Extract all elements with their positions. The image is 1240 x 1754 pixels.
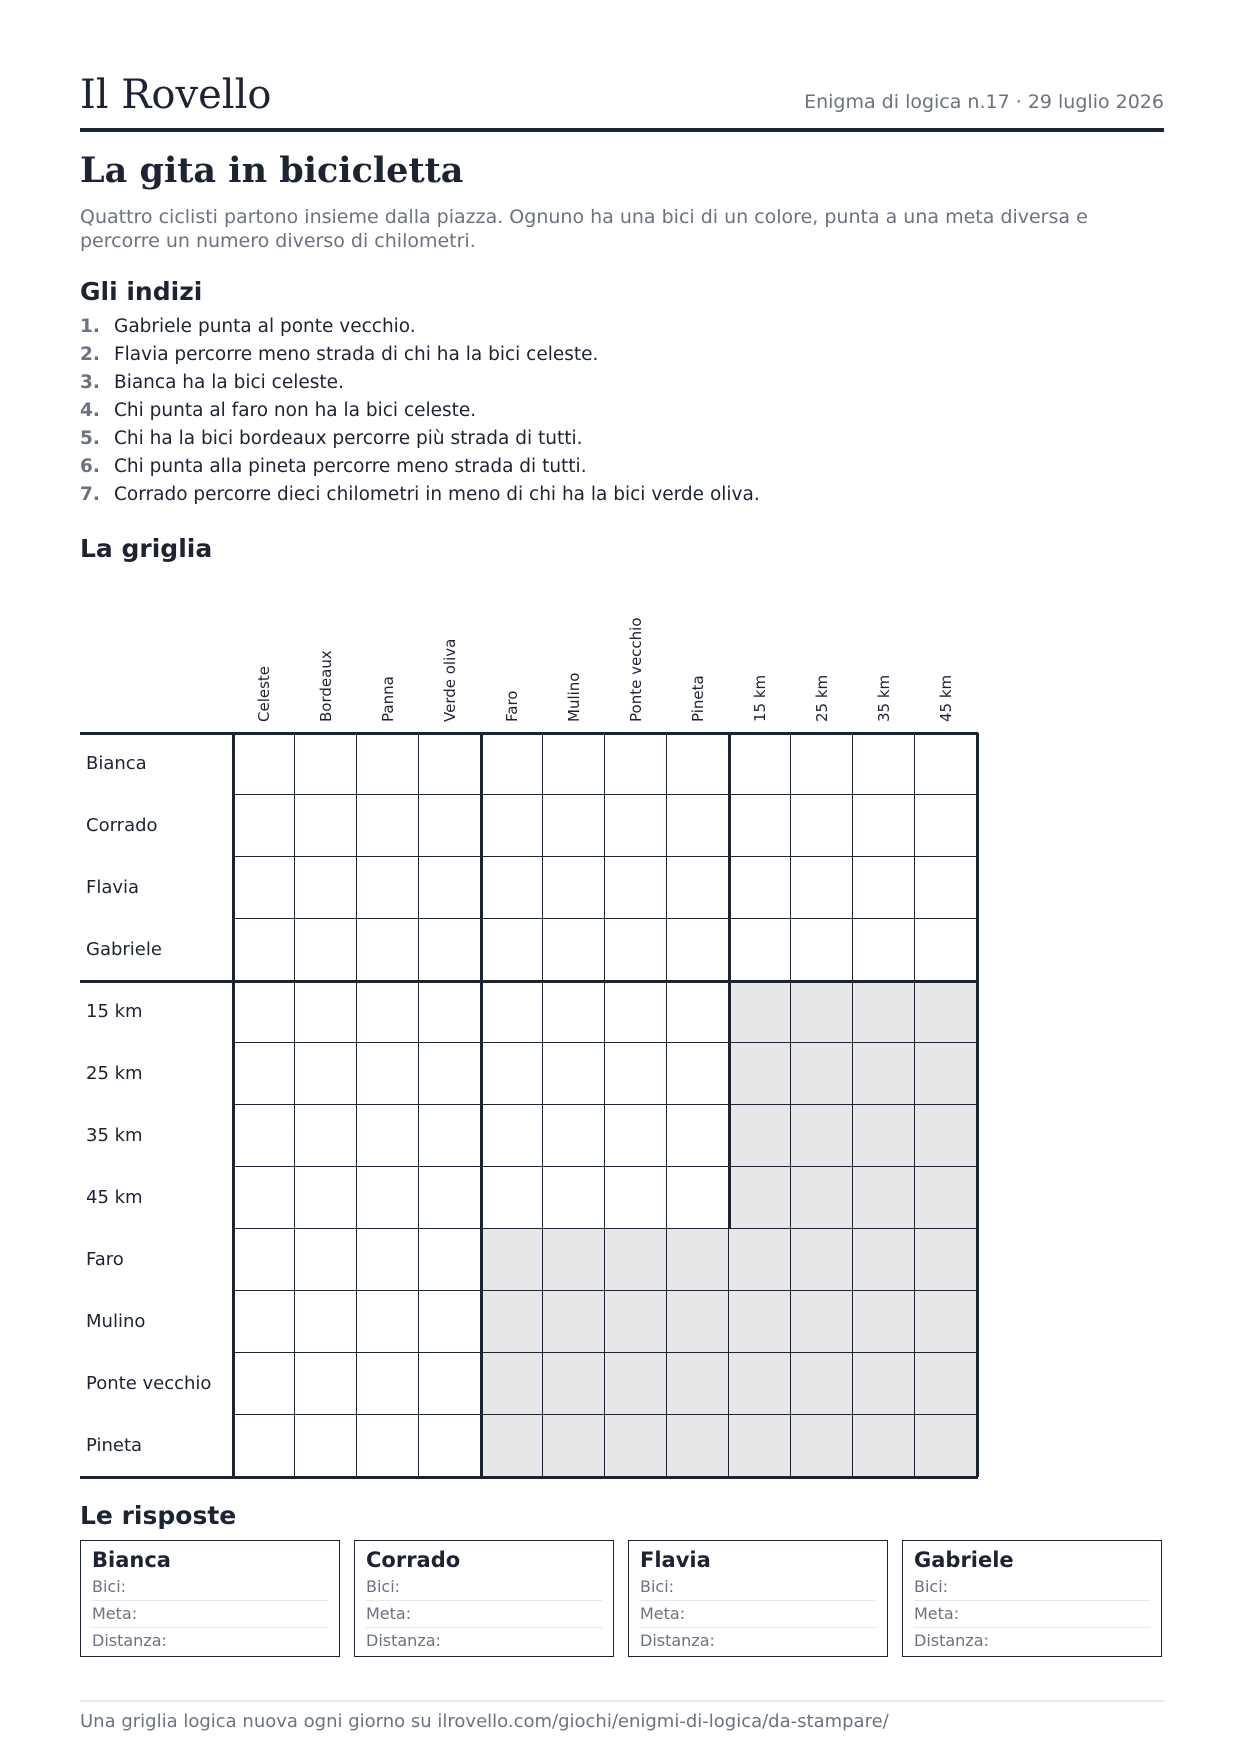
grid-heading: La griglia [80, 534, 213, 563]
clue-text: Gabriele punta al ponte vecchio. [114, 316, 416, 337]
distance-field[interactable]: Distanza: [366, 1631, 441, 1650]
destination-field[interactable]: Meta: [640, 1601, 876, 1628]
grid-cell[interactable] [729, 795, 791, 857]
grid-row-label: 15 km [86, 1001, 143, 1022]
grid-column-label: Bordeaux [317, 650, 335, 722]
distance-field[interactable]: Distanza: [914, 1631, 989, 1650]
grid-column-label: Verde oliva [441, 638, 459, 722]
grid-cell[interactable] [729, 857, 791, 919]
grid-cell[interactable] [419, 919, 481, 981]
grid-cell[interactable] [233, 795, 295, 857]
grid-column-label: Panna [379, 676, 397, 722]
grid-cell-blocked [915, 1291, 977, 1353]
clue-number: 3. [80, 372, 100, 393]
grid-cell-blocked [791, 1043, 853, 1105]
grid-cell[interactable] [667, 733, 729, 795]
grid-cell[interactable] [481, 857, 543, 919]
grid-column-label: 35 km [875, 674, 893, 722]
grid-cell[interactable] [605, 1167, 667, 1229]
grid-cell[interactable] [295, 857, 357, 919]
grid-cell[interactable] [791, 919, 853, 981]
grid-cell-blocked [791, 1353, 853, 1415]
grid-cell-blocked [729, 1353, 791, 1415]
grid-cell-blocked [481, 1291, 543, 1353]
grid-cell-blocked [605, 1353, 667, 1415]
clue-list [80, 313, 760, 509]
grid-cell-blocked [729, 1415, 791, 1477]
clue-number: 2. [80, 344, 100, 365]
grid-cell[interactable] [233, 1415, 295, 1477]
grid-cell[interactable] [233, 1291, 295, 1353]
grid-row-label: Ponte vecchio [86, 1373, 212, 1394]
grid-cell[interactable] [667, 1043, 729, 1105]
grid-cell[interactable] [233, 919, 295, 981]
answer-card [628, 1540, 888, 1657]
grid-cell-blocked [481, 1353, 543, 1415]
grid-cell-blocked [915, 1105, 977, 1167]
grid-cell[interactable] [791, 795, 853, 857]
grid-cell[interactable] [357, 795, 419, 857]
grid-cell[interactable] [481, 981, 543, 1043]
destination-field[interactable]: Meta: [914, 1601, 1150, 1628]
clue-text: Corrado percorre dieci chilometri in meno di chi ha la bici verde oliva. [114, 484, 760, 505]
clue-item [80, 397, 760, 425]
clue-number: 6. [80, 456, 100, 477]
grid-cell[interactable] [543, 1043, 605, 1105]
grid-cell-blocked [791, 1167, 853, 1229]
grid-cell[interactable] [295, 1291, 357, 1353]
grid-cell[interactable] [853, 857, 915, 919]
clue-text: Flavia percorre meno strada di chi ha la bici celeste. [114, 344, 599, 365]
grid-cell[interactable] [605, 981, 667, 1043]
grid-cell-blocked [853, 1291, 915, 1353]
grid-column-label: 15 km [751, 674, 769, 722]
grid-cell[interactable] [295, 1043, 357, 1105]
grid-cell-blocked [853, 1167, 915, 1229]
grid-cell[interactable] [419, 1167, 481, 1229]
grid-cell[interactable] [543, 1105, 605, 1167]
answer-name: Bianca [92, 1548, 171, 1572]
grid-row-label: Pineta [86, 1435, 143, 1456]
destination-field[interactable]: Meta: [366, 1601, 602, 1628]
bike-field[interactable]: Bici: [366, 1574, 602, 1601]
grid-cell-blocked [667, 1229, 729, 1291]
grid-cell[interactable] [295, 1167, 357, 1229]
grid-cell[interactable] [357, 1105, 419, 1167]
grid-cell[interactable] [419, 1043, 481, 1105]
grid-cell[interactable] [853, 919, 915, 981]
grid-row-label: 25 km [86, 1063, 143, 1084]
grid-cell[interactable] [419, 1415, 481, 1477]
edition-info: Enigma di logica n.17 · 29 luglio 2026 [804, 91, 1164, 113]
grid-cell[interactable] [233, 733, 295, 795]
grid-cell[interactable] [357, 1167, 419, 1229]
grid-cell[interactable] [543, 1167, 605, 1229]
puzzle-title: La gita in bicicletta [80, 150, 464, 191]
grid-cell[interactable] [233, 1043, 295, 1105]
grid-cell-blocked [605, 1229, 667, 1291]
grid-row-label: Bianca [86, 753, 147, 774]
grid-cell[interactable] [667, 919, 729, 981]
answer-card [902, 1540, 1162, 1657]
grid-cell[interactable] [233, 981, 295, 1043]
grid-cell[interactable] [295, 919, 357, 981]
grid-cell[interactable] [295, 981, 357, 1043]
grid-cell-blocked [915, 1167, 977, 1229]
grid-cell[interactable] [295, 795, 357, 857]
grid-cell[interactable] [295, 733, 357, 795]
grid-cell-blocked [481, 1229, 543, 1291]
grid-cell[interactable] [543, 981, 605, 1043]
grid-cell-blocked [791, 1229, 853, 1291]
grid-cell[interactable] [605, 1105, 667, 1167]
clue-item [80, 453, 760, 481]
grid-cell[interactable] [543, 733, 605, 795]
clues-heading: Gli indizi [80, 277, 203, 306]
grid-cell[interactable] [791, 857, 853, 919]
grid-cell-blocked [853, 1105, 915, 1167]
grid-cell[interactable] [419, 733, 481, 795]
grid-cell-blocked [667, 1291, 729, 1353]
grid-cell[interactable] [481, 1167, 543, 1229]
clue-number: 4. [80, 400, 100, 421]
clue-item [80, 481, 760, 509]
grid-cell-blocked [791, 1291, 853, 1353]
clue-number: 1. [80, 316, 100, 337]
grid-cell-blocked [543, 1229, 605, 1291]
grid-cell-blocked [605, 1291, 667, 1353]
clue-text: Chi ha la bici bordeaux percorre più strada di tutti. [114, 428, 583, 449]
grid-column-label: Celeste [255, 665, 273, 722]
grid-cell-blocked [543, 1415, 605, 1477]
grid-cell[interactable] [605, 795, 667, 857]
grid-cell[interactable] [357, 1229, 419, 1291]
grid-cell[interactable] [481, 795, 543, 857]
answer-card [80, 1540, 340, 1657]
brand-name: Il Rovello [80, 72, 272, 118]
grid-cell[interactable] [357, 1353, 419, 1415]
grid-cell[interactable] [419, 795, 481, 857]
clue-number: 7. [80, 484, 100, 505]
grid-row-label: Faro [86, 1249, 124, 1270]
grid-row-label: 35 km [86, 1125, 143, 1146]
grid-cell[interactable] [667, 1167, 729, 1229]
grid-cell[interactable] [357, 919, 419, 981]
grid-cell[interactable] [357, 981, 419, 1043]
clue-number: 5. [80, 428, 100, 449]
grid-cell[interactable] [233, 1353, 295, 1415]
grid-cell-blocked [853, 981, 915, 1043]
grid-cell[interactable] [915, 919, 977, 981]
grid-cell[interactable] [543, 795, 605, 857]
grid-cell[interactable] [481, 919, 543, 981]
grid-cell[interactable] [915, 733, 977, 795]
grid-cell-blocked [915, 1415, 977, 1477]
grid-cell[interactable] [481, 1105, 543, 1167]
grid-cell[interactable] [481, 733, 543, 795]
grid-cell[interactable] [481, 1043, 543, 1105]
grid-cell[interactable] [357, 1291, 419, 1353]
grid-cell[interactable] [419, 1353, 481, 1415]
footer-divider [80, 1700, 1164, 1702]
clue-text: Chi punta alla pineta percorre meno strada di tutti. [114, 456, 587, 477]
clue-item [80, 425, 760, 453]
answer-card [354, 1540, 614, 1657]
grid-cell-blocked [481, 1415, 543, 1477]
grid-row-label: Mulino [86, 1311, 146, 1332]
grid-cell-blocked [915, 981, 977, 1043]
grid-cell[interactable] [233, 1229, 295, 1291]
grid-cell-blocked [853, 1415, 915, 1477]
grid-cell[interactable] [915, 795, 977, 857]
masthead [80, 72, 1164, 132]
grid-cell-blocked [729, 1291, 791, 1353]
answer-name: Gabriele [914, 1548, 1014, 1572]
grid-cell[interactable] [419, 981, 481, 1043]
grid-cell[interactable] [729, 733, 791, 795]
grid-cell[interactable] [853, 795, 915, 857]
grid-cell-blocked [853, 1229, 915, 1291]
grid-cell[interactable] [233, 1105, 295, 1167]
answer-name: Corrado [366, 1548, 461, 1572]
grid-cell-blocked [729, 1229, 791, 1291]
clue-item [80, 313, 760, 341]
grid-cell[interactable] [605, 1043, 667, 1105]
grid-column-label: Faro [503, 690, 521, 722]
grid-column-label: 45 km [937, 674, 955, 722]
grid-cell-blocked [729, 1167, 791, 1229]
grid-cell[interactable] [295, 1229, 357, 1291]
grid-cell[interactable] [915, 857, 977, 919]
distance-field[interactable]: Distanza: [640, 1631, 715, 1650]
grid-cell[interactable] [543, 919, 605, 981]
grid-cell-blocked [853, 1043, 915, 1105]
grid-cell-blocked [667, 1353, 729, 1415]
grid-cell[interactable] [791, 733, 853, 795]
grid-cell-blocked [791, 981, 853, 1043]
grid-cell-blocked [729, 1105, 791, 1167]
grid-cell-blocked [853, 1353, 915, 1415]
grid-cell-blocked [605, 1415, 667, 1477]
destination-field[interactable]: Meta: [92, 1601, 328, 1628]
grid-cell[interactable] [295, 1353, 357, 1415]
grid-cell[interactable] [667, 795, 729, 857]
grid-cell[interactable] [419, 1291, 481, 1353]
grid-cell-blocked [915, 1353, 977, 1415]
grid-cell-blocked [915, 1043, 977, 1105]
clue-item [80, 341, 760, 369]
grid-cell[interactable] [295, 1415, 357, 1477]
grid-cell[interactable] [233, 1167, 295, 1229]
clue-text: Chi punta al faro non ha la bici celeste. [114, 400, 477, 421]
grid-cell-blocked [729, 1043, 791, 1105]
grid-cell[interactable] [419, 857, 481, 919]
grid-cell-blocked [729, 981, 791, 1043]
grid-cell[interactable] [667, 1105, 729, 1167]
grid-row-label: Flavia [86, 877, 140, 898]
answer-boxes [80, 1540, 1164, 1657]
grid-cell[interactable] [605, 733, 667, 795]
grid-column-label: Pineta [689, 675, 707, 722]
grid-cell[interactable] [605, 857, 667, 919]
answer-name: Flavia [640, 1548, 711, 1572]
grid-cell[interactable] [357, 1043, 419, 1105]
grid-cell[interactable] [357, 1415, 419, 1477]
grid-cell[interactable] [357, 733, 419, 795]
footer-text: Una griglia logica nuova ogni giorno su ilrovello.com/giochi/enigmi-di-logica/da-stampare/ [80, 1711, 889, 1732]
clue-text: Bianca ha la bici celeste. [114, 372, 344, 393]
grid-row-label: Corrado [86, 815, 158, 836]
grid-cell-blocked [543, 1353, 605, 1415]
grid-cell[interactable] [419, 1105, 481, 1167]
distance-field[interactable]: Distanza: [92, 1631, 167, 1650]
grid-cell-blocked [915, 1229, 977, 1291]
grid-cell-blocked [791, 1415, 853, 1477]
grid-cell[interactable] [419, 1229, 481, 1291]
grid-cell[interactable] [357, 857, 419, 919]
bike-field[interactable]: Bici: [640, 1574, 876, 1601]
grid-cell[interactable] [667, 857, 729, 919]
grid-cell-blocked [543, 1291, 605, 1353]
grid-row-label: Gabriele [86, 939, 162, 960]
bike-field[interactable]: Bici: [914, 1574, 1150, 1601]
grid-cell[interactable] [605, 919, 667, 981]
clue-item [80, 369, 760, 397]
grid-row-label: 45 km [86, 1187, 143, 1208]
grid-cell[interactable] [729, 919, 791, 981]
grid-cell[interactable] [853, 733, 915, 795]
answers-heading: Le risposte [80, 1501, 237, 1530]
grid-cell[interactable] [233, 857, 295, 919]
grid-column-label: Mulino [565, 672, 583, 722]
grid-column-label: Ponte vecchio [627, 617, 645, 722]
grid-cell[interactable] [295, 1105, 357, 1167]
grid-cell[interactable] [667, 981, 729, 1043]
grid-column-label: 25 km [813, 674, 831, 722]
grid-cell[interactable] [543, 857, 605, 919]
grid-cell-blocked [667, 1415, 729, 1477]
bike-field[interactable]: Bici: [92, 1574, 328, 1601]
puzzle-intro: Quattro ciclisti partono insieme dalla piazza. Ognuno ha una bici di un colore, punta a una meta diversa e percorre un numero diverso di chilometri. [80, 206, 1088, 252]
grid-cell-blocked [791, 1105, 853, 1167]
